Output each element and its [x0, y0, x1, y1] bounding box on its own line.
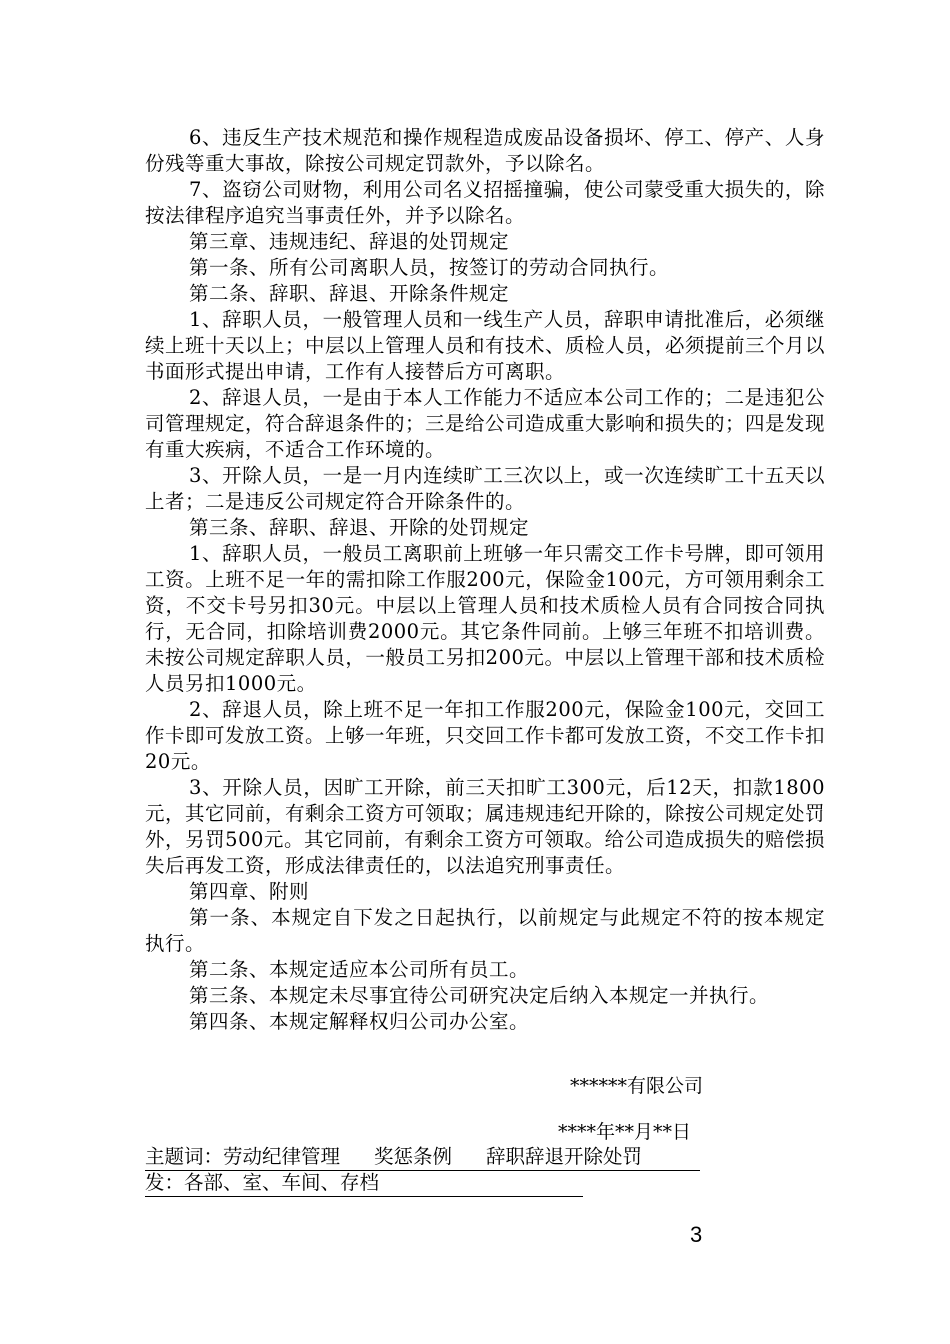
expulsion-conditions: 3、开除人员，一是一月内连续旷工三次以上，或一次连续旷工十五天以上者；二是违反公司规定符合开除条件的。	[145, 464, 825, 513]
dismissal-conditions: 2、辞退人员，一是由于本人工作能力不适应本公司工作的；二是违犯公司管理规定，符合辞退条件的；三是给公司造成重大影响和损失的；四是发现有重大疾病，不适合工作环境的。	[145, 386, 826, 461]
expulsion-penalty: 3、开除人员，因旷工开除，前三天扣旷工300元，后12天，扣款1800元，其它同前，有剩余工资方可领取；属违规违纪开除的，除按公司规定处罚外，另罚500元。其它同前，有剩余工资方可领取。给公司造成损失的赔偿损失后再发工资，形成法律责任的，以法追究刑事责任。	[145, 776, 826, 877]
keywords-label: 主题词：劳动纪律管理	[145, 1145, 341, 1168]
signature-date: ****年**月**日	[558, 1121, 692, 1143]
page-number: 3	[690, 1222, 703, 1247]
article-3-heading: 第三条、辞职、辞退、开除的处罚规定	[189, 516, 530, 539]
chapter-4-heading: 第四章、附则	[189, 880, 310, 903]
resignation-penalty: 1、辞职人员，一般员工离职前上班够一年只需交工作卡号牌，即可领用工资。上班不足一年的需扣除工作服200元，保险金100元，方可领用剩余工资，不交卡号另扣30元。中层以上管理人员和技术质检人员有合同按合同执行，无合同，扣除培训费2000元。其它条件同前。上够三年班不扣培训费。未按公司规定辞职人员，一般员工另扣200元。中层以上管理干部和技术质检人员另扣1000元。	[145, 542, 825, 695]
keyword-reward-punishment: 奖惩条例	[374, 1145, 453, 1168]
appendix-article-4: 第四条、本规定解释权归公司办公室。	[189, 1010, 530, 1033]
article-2-heading: 第二条、辞职、辞退、开除条件规定	[189, 282, 510, 305]
company-signature: ******有限公司	[570, 1075, 704, 1097]
keyword-resignation: 辞职辞退开除处罚	[486, 1145, 643, 1168]
article-1: 第一条、所有公司离职人员，按签订的劳动合同执行。	[189, 256, 670, 279]
appendix-article-1: 第一条、本规定自下发之日起执行，以前规定与此规定不符的按本规定执行。	[145, 906, 825, 955]
dismissal-penalty: 2、辞退人员，除上班不足一年扣工作服200元，保险金100元，交回工作卡即可发放工资。上够一年班，只交回工作卡都可发放工资，不交工作卡扣20元。	[145, 698, 826, 773]
appendix-article-2: 第二条、本规定适应本公司所有员工。	[189, 958, 530, 981]
distribution-line: 发：各部、室、车间、存档	[145, 1170, 583, 1197]
paragraph-item-7: 7、盗窃公司财物，利用公司名义招摇撞骗，使公司蒙受重大损失的，除按法律程序追究当事责任外，并予以除名。	[145, 178, 825, 227]
chapter-3-heading: 第三章、违规违纪、辞退的处罚规定	[189, 230, 510, 253]
resignation-conditions: 1、辞职人员，一般管理人员和一线生产人员，辞职申请批准后，必须继续上班十天以上；中层以上管理人员和有技术、质检人员，必须提前三个月以书面形式提出申请，工作有人接替后方可离职。	[145, 308, 826, 383]
appendix-article-3: 第三条、本规定未尽事宜待公司研究决定后纳入本规定一并执行。	[189, 984, 770, 1007]
document-body	[145, 125, 825, 1035]
paragraph-item-6: 6、违反生产技术规范和操作规程造成废品设备损坏、停工、停产、人身份残等重大事故，除按公司规定罚款外，予以除名。	[145, 126, 825, 175]
keywords-line	[145, 1144, 700, 1171]
